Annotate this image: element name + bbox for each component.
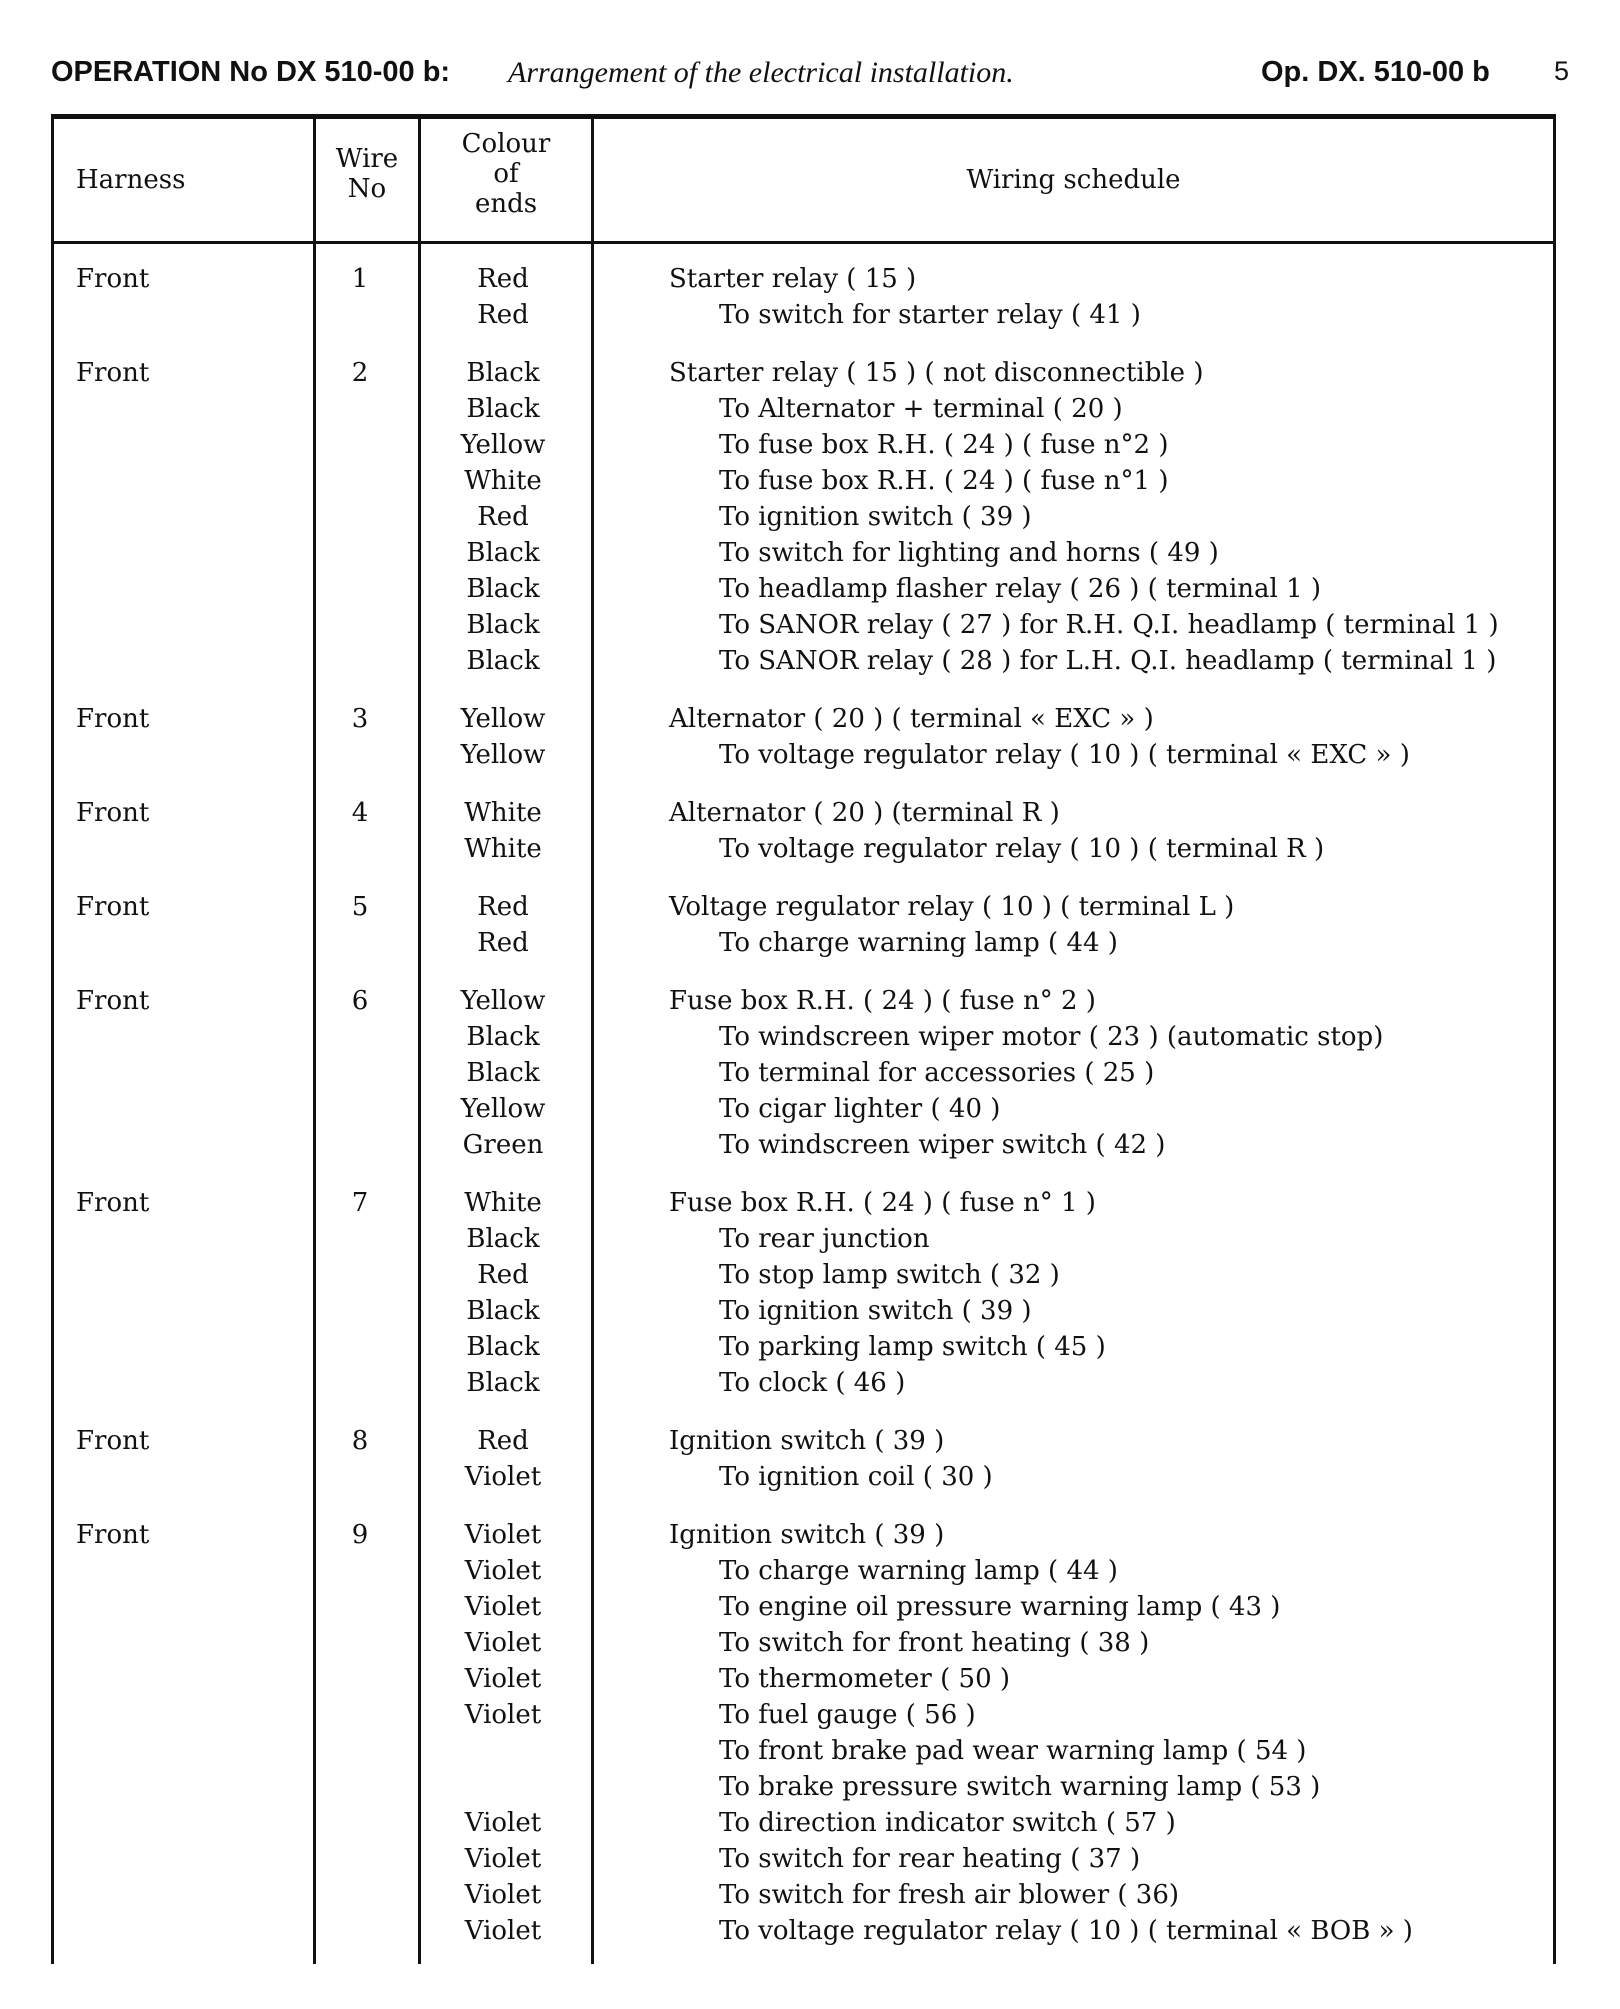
wire-number-cell: 9 (351, 1520, 369, 1550)
schedule-destination: To switch for starter relay ( 41 ) (719, 300, 1141, 330)
colour-cell: Yellow (460, 986, 546, 1016)
table-row (51, 925, 1556, 961)
schedule-destination: To windscreen wiper motor ( 23 ) (automatic stop) (719, 1022, 1384, 1052)
harness-cell: Front (76, 986, 150, 1016)
colour-cell: Violet (464, 1880, 542, 1910)
schedule-destination: To terminal for accessories ( 25 ) (719, 1058, 1155, 1088)
table-row (51, 499, 1556, 535)
operation-number: OPERATION No DX 510-00 b: (51, 56, 451, 88)
colour-cell: Violet (464, 1808, 542, 1838)
schedule-destination: To voltage regulator relay ( 10 ) ( terminal « BOB » ) (719, 1916, 1413, 1946)
table-row (51, 261, 1556, 297)
table-row (51, 643, 1556, 679)
table-row (51, 535, 1556, 571)
wire-number-cell: 8 (351, 1426, 369, 1456)
schedule-destination: To parking lamp switch ( 45 ) (719, 1332, 1106, 1362)
wire-group (51, 1517, 1556, 1949)
table-row (51, 1877, 1556, 1913)
colour-cell: Black (466, 646, 540, 676)
schedule-destination: To headlamp flasher relay ( 26 ) ( terminal 1 ) (719, 574, 1322, 604)
table-row (51, 889, 1556, 925)
schedule-destination: To switch for front heating ( 38 ) (719, 1628, 1150, 1658)
table-row (51, 795, 1556, 831)
colour-cell: Black (466, 538, 540, 568)
schedule-destination: To front brake pad wear warning lamp ( 54 ) (719, 1736, 1307, 1766)
colour-cell: Red (477, 1426, 529, 1456)
schedule-source: Alternator ( 20 ) ( terminal « EXC » ) (669, 704, 1154, 734)
colour-cell: Violet (464, 1664, 542, 1694)
colour-cell: Red (477, 264, 529, 294)
wire-group (51, 261, 1556, 333)
wire-number-cell: 7 (351, 1188, 369, 1218)
schedule-destination: To cigar lighter ( 40 ) (719, 1094, 1001, 1124)
table-row (51, 427, 1556, 463)
colour-cell: Red (477, 892, 529, 922)
schedule-destination: To switch for rear heating ( 37 ) (719, 1844, 1141, 1874)
schedule-source: Starter relay ( 15 ) ( not disconnectible ) (669, 358, 1204, 388)
schedule-destination: To voltage regulator relay ( 10 ) ( terminal R ) (719, 834, 1325, 864)
table-row (51, 737, 1556, 773)
table-row (51, 571, 1556, 607)
table-row (51, 607, 1556, 643)
schedule-destination: To clock ( 46 ) (719, 1368, 906, 1398)
harness-cell: Front (76, 1188, 150, 1218)
colour-cell: Yellow (460, 704, 546, 734)
wire-group (51, 983, 1556, 1163)
colour-cell: White (464, 834, 542, 864)
operation-description: Arrangement of the electrical installation. (508, 56, 1014, 89)
schedule-destination: To switch for lighting and horns ( 49 ) (719, 538, 1219, 568)
colour-cell: Black (466, 1368, 540, 1398)
schedule-source: Ignition switch ( 39 ) (669, 1520, 945, 1550)
colour-cell: Black (466, 1022, 540, 1052)
table-row (51, 1221, 1556, 1257)
table-row (51, 983, 1556, 1019)
column-header-wire (316, 144, 418, 204)
schedule-destination: To charge warning lamp ( 44 ) (719, 1556, 1118, 1586)
wire-number-cell: 2 (351, 358, 369, 388)
colour-cell: Black (466, 394, 540, 424)
colour-cell: Violet (464, 1462, 542, 1492)
table-row (51, 1293, 1556, 1329)
colour-cell: Black (466, 1224, 540, 1254)
colour-cell: Black (466, 610, 540, 640)
colour-cell: White (464, 466, 542, 496)
schedule-destination: To Alternator + terminal ( 20 ) (719, 394, 1123, 424)
colour-cell: Violet (464, 1628, 542, 1658)
schedule-destination: To stop lamp switch ( 32 ) (719, 1260, 1060, 1290)
table-row (51, 1459, 1556, 1495)
harness-cell: Front (76, 358, 150, 388)
harness-cell: Front (76, 798, 150, 828)
table-row (51, 1733, 1556, 1769)
wiring-table (51, 114, 1556, 1964)
wire-number-cell: 6 (351, 986, 369, 1016)
table-row (51, 1841, 1556, 1877)
colour-cell: Black (466, 1058, 540, 1088)
table-row (51, 1365, 1556, 1401)
column-header-colour-line: ends (474, 189, 538, 219)
operation-reference: Op. DX. 510-00 b (1261, 56, 1490, 88)
colour-cell: Violet (464, 1700, 542, 1730)
schedule-destination: To ignition coil ( 30 ) (719, 1462, 993, 1492)
wire-group (51, 1185, 1556, 1401)
table-row (51, 1329, 1556, 1365)
schedule-destination: To SANOR relay ( 28 ) for L.H. Q.I. headlamp ( terminal 1 ) (719, 646, 1497, 676)
schedule-destination: To thermometer ( 50 ) (719, 1664, 1011, 1694)
colour-cell: Violet (464, 1844, 542, 1874)
schedule-destination: To SANOR relay ( 27 ) for R.H. Q.I. headlamp ( terminal 1 ) (719, 610, 1499, 640)
wire-group (51, 1423, 1556, 1495)
wire-group (51, 701, 1556, 773)
wire-group (51, 795, 1556, 867)
schedule-destination: To fuse box R.H. ( 24 ) ( fuse n°2 ) (719, 430, 1169, 460)
schedule-destination: To charge warning lamp ( 44 ) (719, 928, 1118, 958)
wire-number-cell: 1 (351, 264, 369, 294)
table-row (51, 1019, 1556, 1055)
table-row (51, 1185, 1556, 1221)
column-header-wire-line: No (347, 174, 387, 204)
table-row (51, 391, 1556, 427)
header-rule (51, 241, 1556, 244)
schedule-source: Fuse box R.H. ( 24 ) ( fuse n° 2 ) (669, 986, 1096, 1016)
table-body (51, 261, 1556, 1971)
table-row (51, 1625, 1556, 1661)
wire-number-cell: 4 (351, 798, 369, 828)
colour-cell: Violet (464, 1520, 542, 1550)
colour-cell: Violet (464, 1916, 542, 1946)
table-row (51, 1769, 1556, 1805)
wire-number-cell: 5 (351, 892, 369, 922)
table-row (51, 1805, 1556, 1841)
table-row (51, 1589, 1556, 1625)
table-row (51, 1423, 1556, 1459)
column-header-wire-line: Wire (335, 144, 399, 174)
table-row (51, 1091, 1556, 1127)
table-row (51, 1697, 1556, 1733)
harness-cell: Front (76, 892, 150, 922)
colour-cell: White (464, 1188, 542, 1218)
colour-cell: Red (477, 928, 529, 958)
schedule-destination: To direction indicator switch ( 57 ) (719, 1808, 1176, 1838)
schedule-destination: To engine oil pressure warning lamp ( 43 ) (719, 1592, 1281, 1622)
wire-number-cell: 3 (351, 704, 369, 734)
column-header-schedule: Wiring schedule (966, 165, 1181, 195)
schedule-destination: To brake pressure switch warning lamp ( 53 ) (719, 1772, 1321, 1802)
schedule-destination: To rear junction (719, 1224, 930, 1254)
schedule-source: Alternator ( 20 ) (terminal R ) (669, 798, 1060, 828)
table-row (51, 463, 1556, 499)
harness-cell: Front (76, 264, 150, 294)
schedule-destination: To ignition switch ( 39 ) (719, 502, 1032, 532)
harness-cell: Front (76, 1520, 150, 1550)
schedule-destination: To fuel gauge ( 56 ) (719, 1700, 976, 1730)
column-header-colour-line: Colour (461, 129, 551, 159)
table-row (51, 1913, 1556, 1949)
colour-cell: Black (466, 1296, 540, 1326)
page-number: 5 (1554, 56, 1570, 86)
colour-cell: Yellow (460, 430, 546, 460)
schedule-destination: To voltage regulator relay ( 10 ) ( terminal « EXC » ) (719, 740, 1410, 770)
colour-cell: Red (477, 300, 529, 330)
schedule-source: Starter relay ( 15 ) (669, 264, 917, 294)
colour-cell: Black (466, 358, 540, 388)
column-header-colour-line: of (493, 159, 519, 189)
column-header-harness: Harness (76, 165, 186, 195)
wire-group (51, 889, 1556, 961)
table-row (51, 701, 1556, 737)
table-row (51, 1055, 1556, 1091)
table-row (51, 297, 1556, 333)
table-row (51, 831, 1556, 867)
colour-cell: Yellow (460, 1094, 546, 1124)
schedule-source: Fuse box R.H. ( 24 ) ( fuse n° 1 ) (669, 1188, 1096, 1218)
wire-group (51, 355, 1556, 679)
colour-cell: White (464, 798, 542, 828)
schedule-destination: To windscreen wiper switch ( 42 ) (719, 1130, 1166, 1160)
table-row (51, 1661, 1556, 1697)
harness-cell: Front (76, 1426, 150, 1456)
colour-cell: Black (466, 574, 540, 604)
colour-cell: Green (462, 1130, 544, 1160)
schedule-destination: To switch for fresh air blower ( 36) (719, 1880, 1180, 1910)
harness-cell: Front (76, 704, 150, 734)
table-row (51, 1257, 1556, 1293)
table-row (51, 1553, 1556, 1589)
schedule-source: Voltage regulator relay ( 10 ) ( terminal L ) (669, 892, 1235, 922)
schedule-destination: To ignition switch ( 39 ) (719, 1296, 1032, 1326)
colour-cell: Violet (464, 1556, 542, 1586)
column-header-colour (421, 129, 591, 219)
table-row (51, 1517, 1556, 1553)
schedule-destination: To fuse box R.H. ( 24 ) ( fuse n°1 ) (719, 466, 1169, 496)
table-row (51, 1127, 1556, 1163)
page-header (51, 52, 1576, 96)
colour-cell: Yellow (460, 740, 546, 770)
colour-cell: Red (477, 1260, 529, 1290)
schedule-source: Ignition switch ( 39 ) (669, 1426, 945, 1456)
colour-cell: Red (477, 502, 529, 532)
colour-cell: Black (466, 1332, 540, 1362)
table-row (51, 355, 1556, 391)
colour-cell: Violet (464, 1592, 542, 1622)
